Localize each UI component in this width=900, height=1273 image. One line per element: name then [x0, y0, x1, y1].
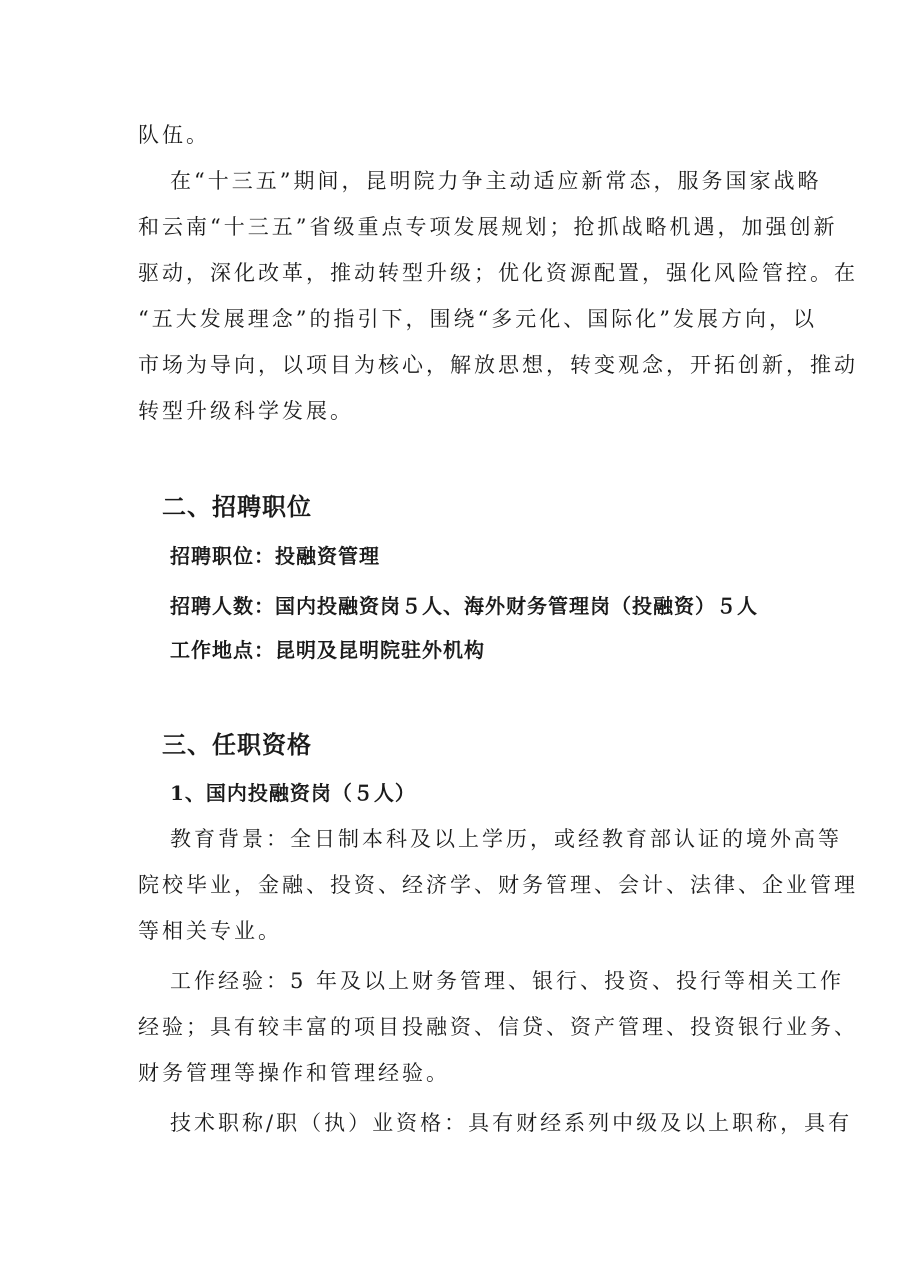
education-line-2: 院校毕业，金融、投资、经济学、财务管理、会计、法律、企业管理: [138, 873, 858, 897]
experience-line-3: 财务管理等操作和管理经验。: [138, 1061, 450, 1085]
section-2-title: 二、招聘职位: [162, 492, 312, 521]
intro-line-1: 队伍。: [138, 123, 210, 147]
experience-line-2: 经验；具有较丰富的项目投融资、信贷、资产管理、投资银行业务、: [138, 1015, 858, 1039]
intro-para-2-line-1: 在“十三五”期间，昆明院力争主动适应新常态，服务国家战略: [170, 169, 822, 193]
recruit-headcount: 招聘人数：国内投融资岗５人、海外财务管理岗（投融资）５人: [170, 594, 758, 618]
experience-line-1: 工作经验：5 年及以上财务管理、银行、投资、投行等相关工作: [170, 969, 845, 993]
education-line-3: 等相关专业。: [138, 919, 282, 943]
section-3-subtitle: 1、国内投融资岗（５人）: [170, 781, 416, 805]
intro-para-2-line-3: 驱动，深化改革，推动转型升级；优化资源配置，强化风险管控。在: [138, 261, 858, 285]
work-location: 工作地点：昆明及昆明院驻外机构: [170, 638, 485, 662]
intro-para-2-line-2: 和云南“十三五”省级重点专项发展规划；抢抓战略机遇，加强创新: [138, 215, 838, 239]
education-line-1: 教育背景：全日制本科及以上学历，或经教育部认证的境外高等: [170, 827, 842, 851]
qualification-line-1: 技术职称/职（执）业资格：具有财经系列中级及以上职称，具有: [170, 1111, 853, 1135]
intro-para-2-line-4: “五大发展理念”的指引下，围绕“多元化、国际化”发展方向，以: [138, 307, 817, 331]
intro-para-2-line-6: 转型升级科学发展。: [138, 399, 354, 423]
recruit-position: 招聘职位：投融资管理: [170, 544, 380, 568]
intro-para-2-line-5: 市场为导向，以项目为核心，解放思想，转变观念，开拓创新，推动: [138, 353, 858, 377]
section-3-title: 三、任职资格: [162, 730, 312, 759]
